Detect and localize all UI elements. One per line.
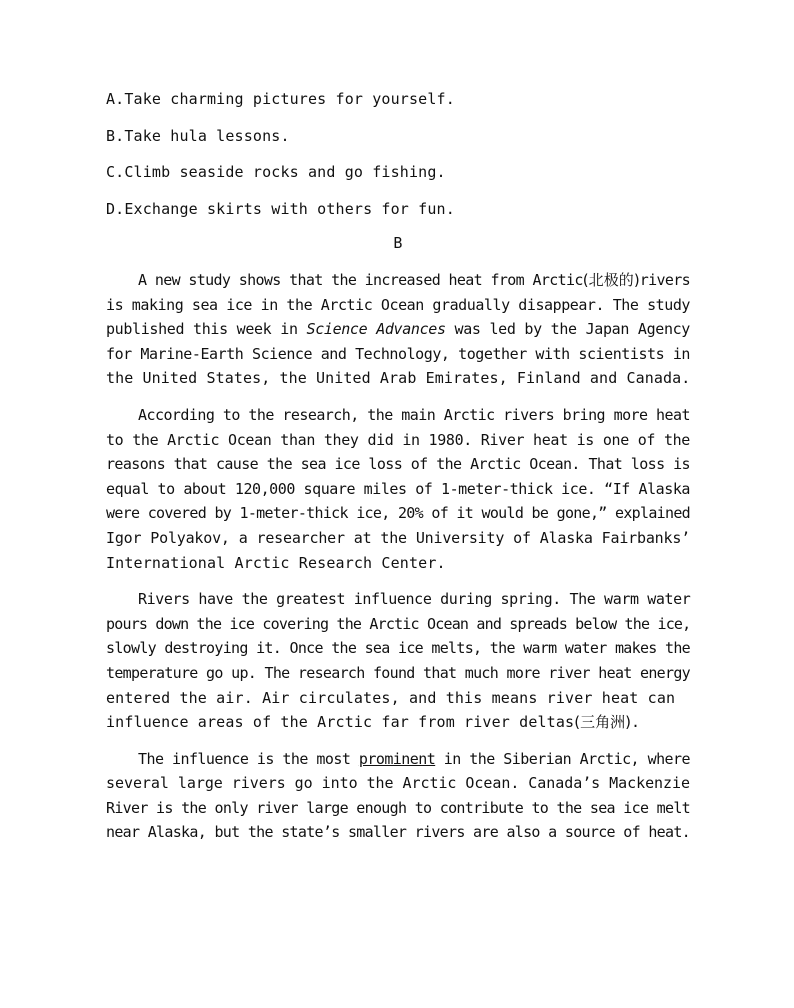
option-letter: B. (106, 126, 125, 145)
paragraph-2-line-4: equal to about 120,000 square miles of 1-meter-thick ice. “If Alaska (106, 479, 690, 498)
option-letter: D. (106, 199, 125, 218)
paragraph-2-line-6: Igor Polyakov, a researcher at the University of Alaska Fairbanks’ (106, 528, 690, 547)
paragraph-4 (106, 747, 690, 845)
option-text: Climb seaside rocks and go fishing. (124, 163, 446, 181)
paragraph-3-line-1: Rivers have the greatest influence during spring. The warm water (138, 590, 691, 609)
paragraph-3-line-4: temperature go up. The research found that much more river heat energy (106, 663, 690, 682)
paragraph-3-line-6: influence areas of the Arctic far from river deltas(三角洲). (106, 713, 641, 732)
paragraph-1 (106, 268, 690, 391)
paragraph-4-line-4: near Alaska, but the state’s smaller rivers are also a source of heat. (106, 823, 690, 842)
chinese-gloss: (北极的) (582, 271, 640, 289)
paragraph-2 (106, 403, 690, 575)
paragraph-1-line-2: is making sea ice in the Arctic Ocean gradually disappear. The study (106, 295, 690, 314)
option-text: Take hula lessons. (124, 126, 290, 145)
option-text: Take charming pictures for yourself. (124, 90, 455, 108)
paragraph-2-line-2: to the Arctic Ocean than they did in 1980. River heat is one of the (106, 430, 690, 449)
paragraph-1-line-5: the United States, the United Arab Emirates, Finland and Canada. (106, 369, 691, 388)
paragraph-2-line-3: reasons that cause the sea ice loss of the Arctic Ocean. That loss is (106, 455, 690, 474)
paragraph-4-line-3: River is the only river large enough to contribute to the sea ice melt (106, 798, 690, 817)
paragraph-3-line-5: entered the air. Air circulates, and this means river heat can (106, 688, 676, 707)
paragraph-4-line-2: several large rivers go into the Arctic Ocean. Canada’s Mackenzie (106, 774, 690, 793)
chinese-gloss: (三角洲) (574, 713, 631, 732)
paragraph-2-line-7: International Arctic Research Center. (106, 553, 446, 572)
paragraph-1-line-1: A new study shows that the increased heat from Arctic(北极的)rivers (138, 271, 690, 289)
answer-option-b[interactable] (106, 125, 690, 147)
paragraph-4-line-1: The influence is the most prominent in the Siberian Arctic, where (138, 749, 690, 768)
paragraph-3-line-2: pours down the ice covering the Arctic Ocean and spreads below the ice, (106, 614, 691, 633)
paragraph-3 (106, 587, 690, 735)
paragraph-2-line-5: were covered by 1-meter-thick ice, 20% of it would be gone,” explained (106, 504, 690, 523)
answer-option-a[interactable] (106, 88, 690, 110)
answer-option-d[interactable] (106, 198, 690, 220)
paragraph-1-line-3: published this week in Science Advances was led by the Japan Agency (106, 320, 690, 339)
section-label: B (393, 234, 403, 252)
option-letter: A. (106, 90, 125, 108)
option-text: Exchange skirts with others for fun. (124, 199, 455, 218)
document-page (106, 88, 690, 857)
journal-title: Science Advances (306, 320, 446, 339)
underlined-word: prominent (358, 749, 436, 768)
paragraph-3-line-3: slowly destroying it. Once the sea ice melts, the warm water makes the (106, 639, 690, 658)
option-letter: C. (106, 163, 125, 181)
paragraph-1-line-4: for Marine-Earth Science and Technology, together with scientists in (106, 344, 690, 363)
paragraph-2-line-1: According to the research, the main Arctic rivers bring more heat (138, 405, 690, 424)
answer-option-c[interactable] (106, 161, 690, 183)
